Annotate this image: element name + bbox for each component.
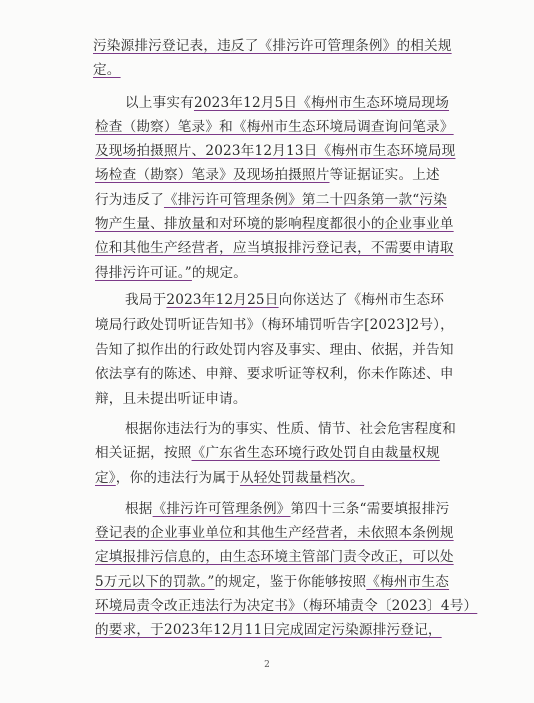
body-text: 根据你违法行为的事实、性质、情节、社会危害程度和: [125, 421, 457, 437]
underlined-text: 定。: [93, 62, 121, 78]
body-text: 第四十三条“需要填报排污: [290, 501, 450, 517]
body-text: 等证据证实。上述: [329, 167, 440, 183]
text-line: [0, 92, 534, 114]
underlined-text: 污染源排污登记表，违反了《排污许可管理条例》的相关规: [93, 38, 452, 54]
text-line: [0, 213, 534, 235]
text-line: [0, 289, 534, 311]
underlined-text: 环境局责令改正违法行为决定书》（梅环埔责令〔2023〕4号）: [95, 598, 478, 614]
text-line: [0, 164, 534, 186]
body-text: 境局行政处罚听证告知书》（梅环埔罚听告字[2023]2号），: [95, 317, 454, 333]
body-text: 相关证据，按照: [95, 445, 192, 461]
body-text: 辩，且未提出听证申请。: [95, 391, 247, 407]
underlined-text: 定》: [95, 470, 116, 486]
text-line: [0, 418, 534, 440]
text-line: [0, 388, 534, 410]
underlined-text: 场检查（勘察）笔录》及现场拍摄照片: [95, 167, 330, 183]
page-number: 2: [264, 660, 270, 670]
underlined-text: 位和其他生产经营者，应当填报排污登记表，不需要申请取: [95, 240, 454, 256]
underlined-text: 从轻处罚裁量档次。: [239, 470, 365, 486]
underlined-text: 检查（勘察）笔录》和《梅州市生态环境局调查询问笔录》: [95, 119, 454, 135]
text-line: [0, 467, 534, 489]
underlined-text: 2023年12月5日《梅州市生态环境局现场: [193, 95, 450, 111]
text-line: [0, 363, 534, 385]
underlined-text: 的要求，于2023年12月11日完成固定污染源排污登记，: [95, 622, 442, 638]
body-text: 根据: [125, 501, 153, 517]
text-line: [0, 498, 534, 520]
underlined-text: 《广东省生态环境行政处罚自由裁量权规: [191, 445, 440, 461]
text-line: [0, 546, 534, 568]
body-text: ，你的违法行为属于: [115, 470, 240, 486]
underlined-text: 登记表的企业事业单位和其他生产经营者，未依照本条例规: [95, 525, 454, 541]
body-text: 告知了拟作出的行政处罚内容及事实、理由、依据，并告知: [95, 342, 454, 358]
underlined-text: 5万元以下的罚款。”: [95, 574, 215, 590]
text-line: [0, 140, 534, 162]
body-text: 向你送达了《梅州市生态环: [278, 292, 445, 308]
underlined-text: 物产生量、排放量和对环境的影响程度都很小的企业事业单: [95, 216, 454, 232]
body-text: 的规定。: [191, 265, 248, 281]
text-line: [0, 35, 534, 57]
text-line: [0, 314, 534, 336]
underlined-text: 《梅州市生态: [366, 574, 450, 590]
text-line: [0, 189, 534, 211]
underlined-text: 得排污许可证。”: [95, 265, 192, 281]
text-line: [0, 116, 534, 138]
text-line: [0, 619, 534, 641]
body-text: 我局于: [125, 292, 167, 308]
underlined-text: 《排污许可管理条例》第二十四条第一款“污染: [163, 192, 447, 208]
text-line: [0, 442, 534, 464]
body-text: 的规定，鉴于你能够按照: [214, 574, 367, 590]
text-line: [0, 237, 534, 259]
underlined-text: 定填报排污信息的，由生态环境主管部门责令改正，可以处: [95, 549, 454, 565]
underlined-text: 《排污许可管理条例》: [152, 501, 291, 517]
body-text: 行为违反了: [95, 192, 164, 208]
underlined-text: 及现场拍摄照片、2023年12月13日《梅州市生态环境局现: [95, 143, 456, 159]
text-line: [0, 571, 534, 593]
text-line: [0, 595, 534, 617]
text-line: [0, 262, 534, 284]
text-line: [0, 339, 534, 361]
underlined-text: 2023年12月25日: [166, 292, 279, 308]
body-text: 依法享有的陈述、申辩、要求听证等权利，你未作陈述、申: [95, 366, 454, 382]
text-line: [0, 59, 534, 81]
body-text: 以上事实有: [125, 95, 194, 111]
text-line: [0, 522, 534, 544]
